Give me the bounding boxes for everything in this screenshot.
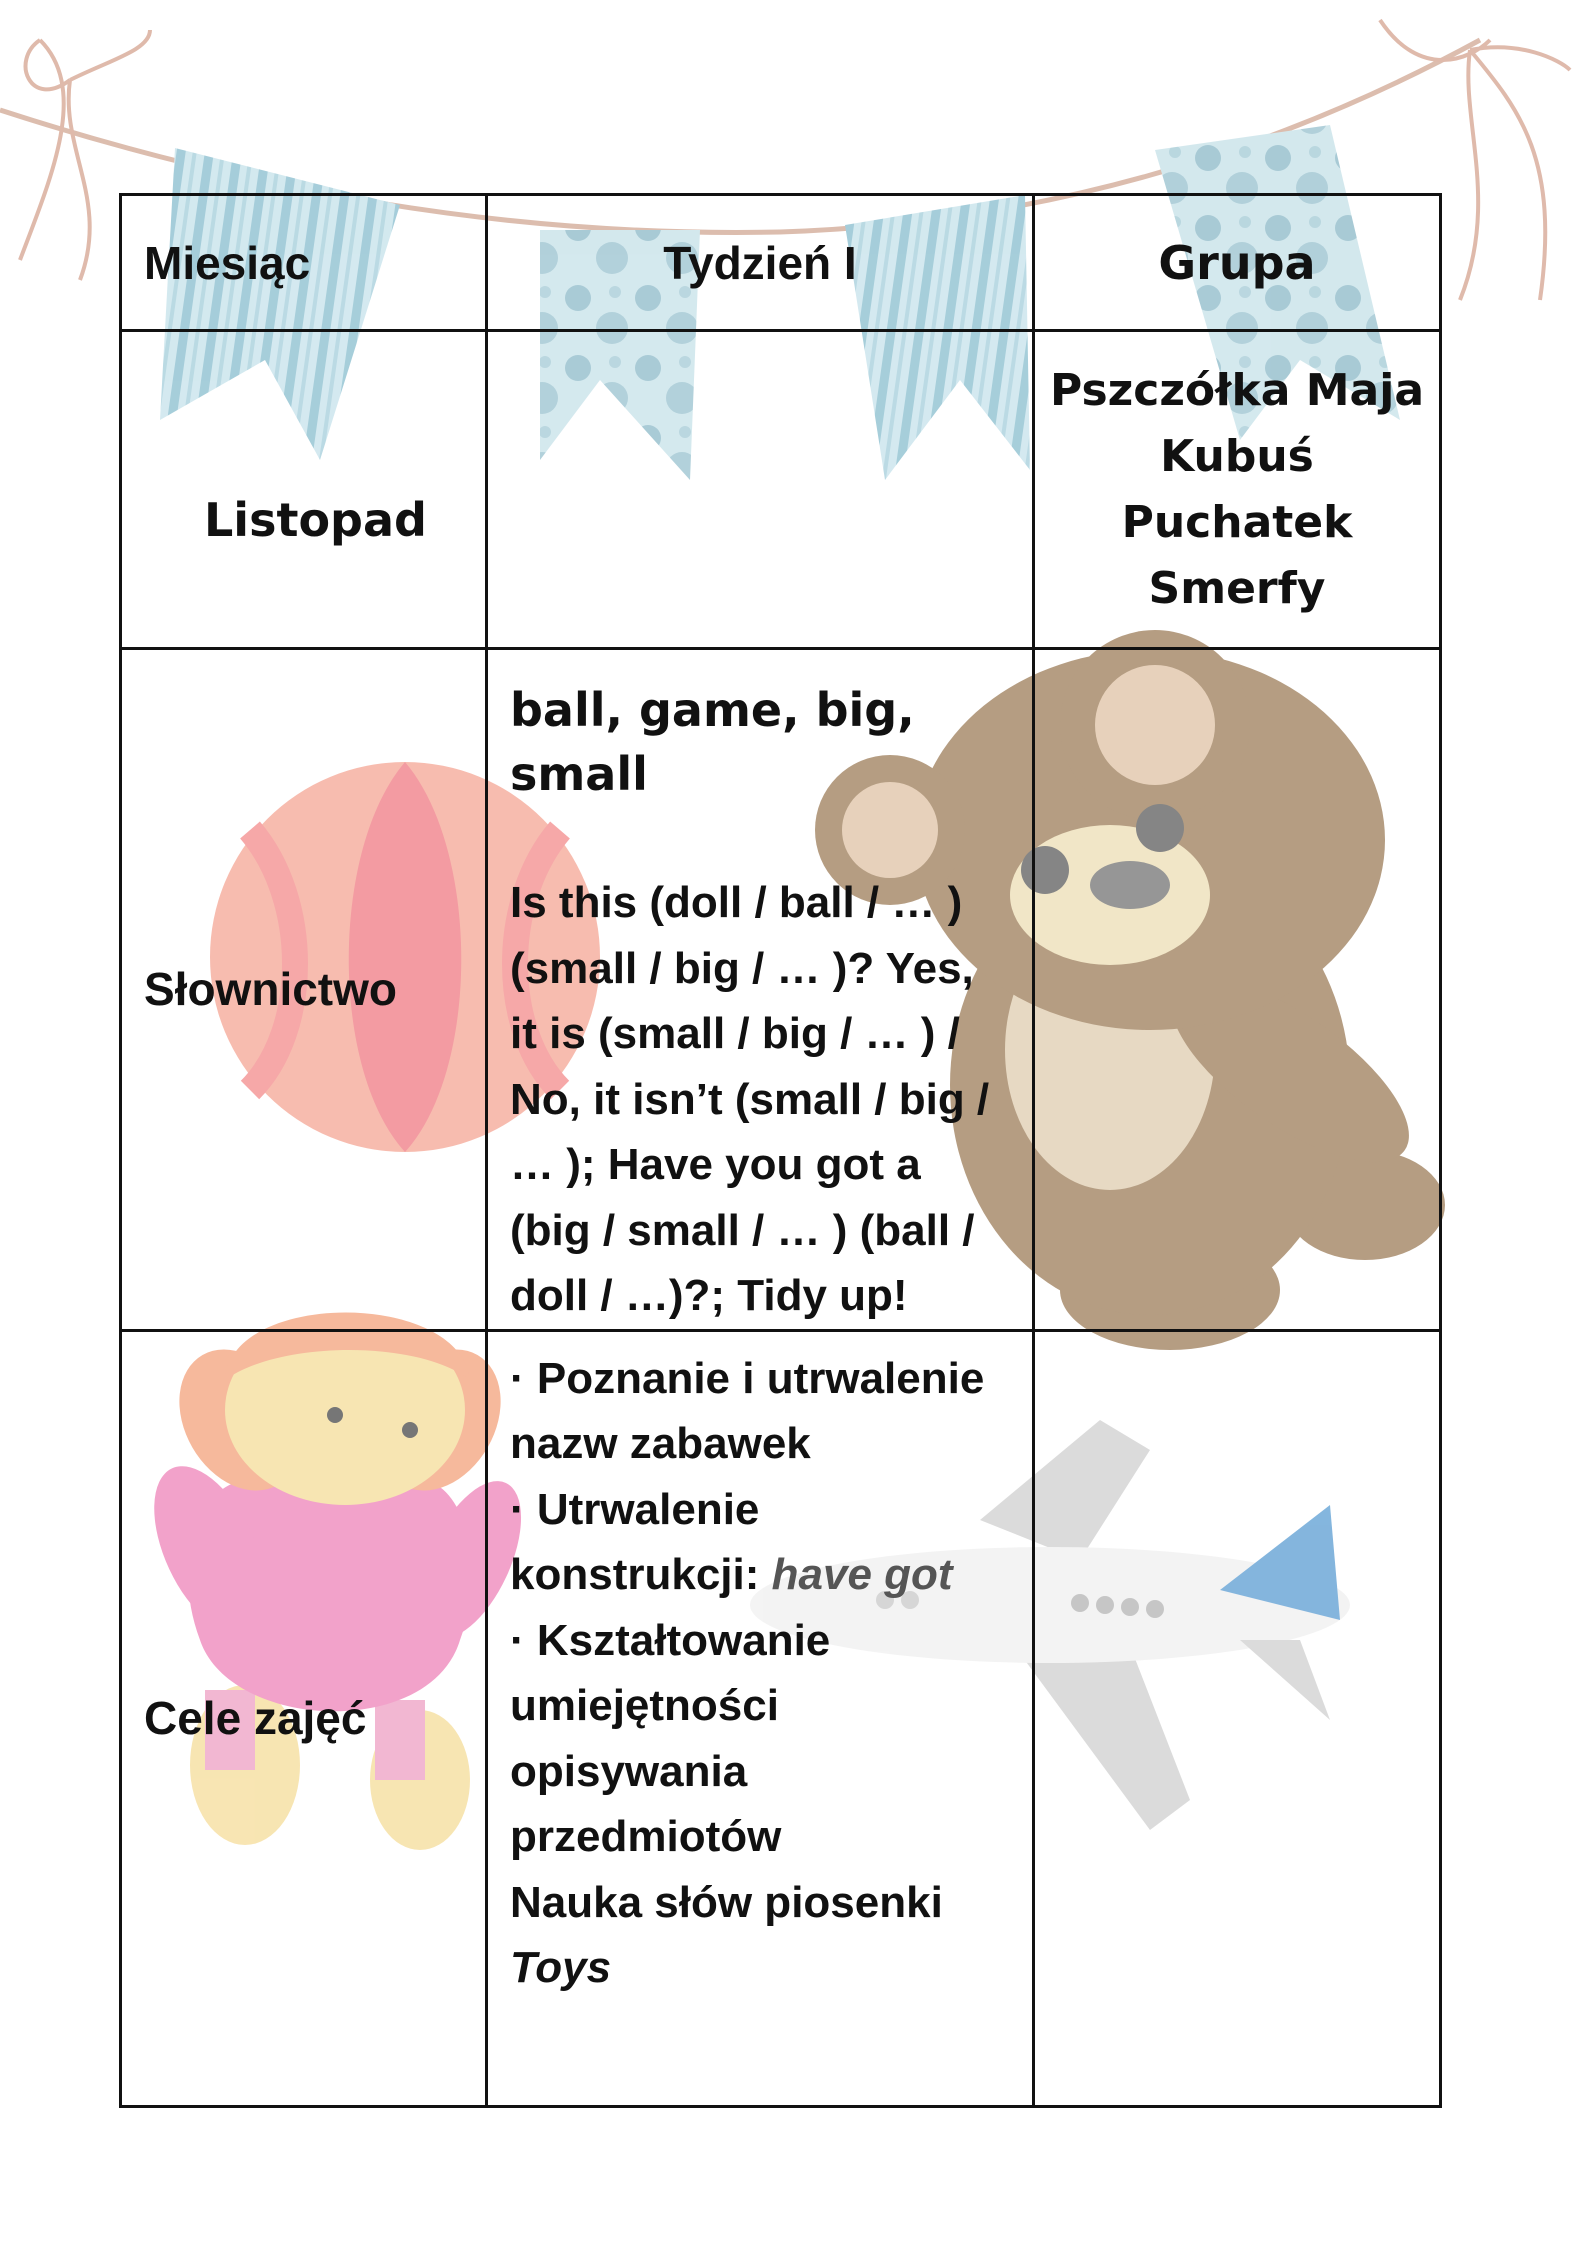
month-value: Listopad	[204, 492, 427, 547]
group-name: Smerfy	[1148, 563, 1326, 614]
vocabulary-content-cell	[487, 649, 1034, 1331]
month-label: Miesiąc	[144, 236, 311, 289]
header-month-cell	[121, 195, 487, 331]
goals-label: Cele zajęć	[144, 1692, 367, 1744]
groups-cell	[1034, 331, 1441, 649]
goal-item	[510, 1870, 1012, 2001]
info-row	[121, 331, 1441, 649]
goals-row	[121, 1330, 1441, 2106]
header-row	[121, 195, 1441, 331]
goals-list	[510, 1346, 1012, 2001]
week-label: Tydzień I	[663, 236, 857, 289]
group-name: Pszczółka Maja	[1049, 365, 1425, 416]
vocabulary-label-cell	[121, 649, 487, 1331]
lesson-plan-table-wrapper	[119, 193, 1439, 2069]
vocabulary-words: ball, game, big, small	[510, 683, 915, 801]
goals-label-cell	[121, 1330, 487, 2106]
goal-item-italic: Toys	[510, 1943, 612, 1992]
lesson-plan-table	[119, 193, 1442, 2108]
vocabulary-row	[121, 649, 1441, 1331]
goal-item-text: Nauka słów piosenki	[510, 1877, 943, 1927]
header-week-cell	[487, 195, 1034, 331]
goal-item: · Kształtowanie umiejętności opisywania przedmiotów	[510, 1615, 831, 1861]
vocabulary-phrases: Is this (doll / ball / … ) (small / big / … )? Yes, it is (small / big / … ) / No, it isn’t (small / big / … ); Have you got a (big / small / … ) (ball / doll / …)?; Tidy up!	[510, 878, 990, 1320]
goals-content-cell	[487, 1330, 1034, 2106]
group-name: Kubuś	[1160, 431, 1314, 482]
month-cell	[121, 331, 487, 649]
goal-item: · Poznanie i utrwalenie nazw zabawek	[510, 1353, 985, 1468]
goal-item-italic: have got	[771, 1550, 953, 1599]
vocabulary-empty-cell	[1034, 649, 1441, 1331]
vocabulary-label: Słownictwo	[144, 963, 397, 1016]
goals-empty-cell	[1034, 1330, 1441, 2106]
goal-item-text: · Utrwalenie konstrukcji:	[510, 1484, 772, 1599]
week-value-cell	[487, 331, 1034, 649]
group-name: Puchatek	[1121, 497, 1353, 548]
header-group-cell	[1034, 195, 1441, 331]
goal-item	[510, 1477, 1012, 1608]
group-label: Grupa	[1158, 235, 1316, 290]
